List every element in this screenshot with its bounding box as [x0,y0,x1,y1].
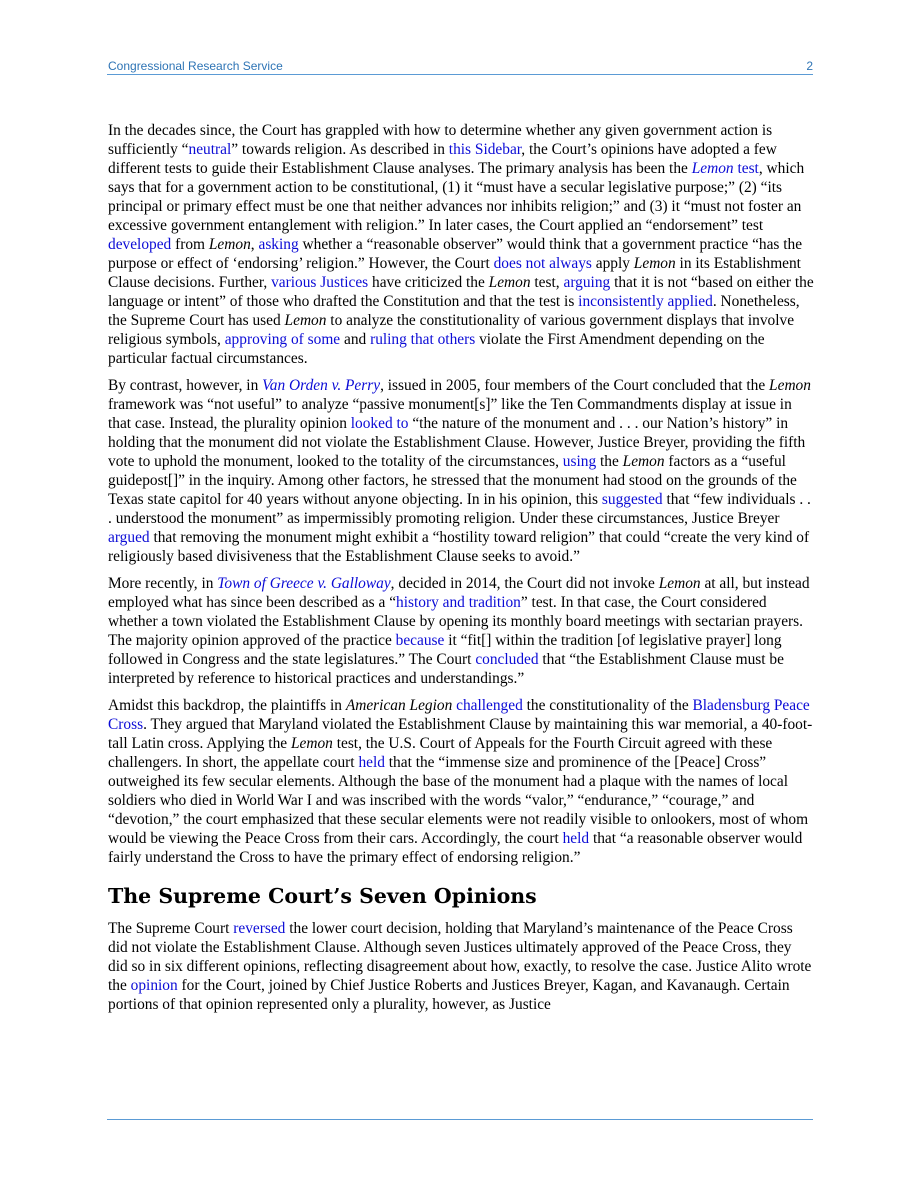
body-text [108,121,814,1022]
inline-link[interactable]: history and tradition [396,594,521,611]
inline-link[interactable]: asking [258,236,299,253]
inline-link[interactable]: challenged [456,697,523,714]
text-run: that it is not “based on either the language or intent” of those who drafted the Constitution and that the test is [108,274,814,310]
text-run: whether a “reasonable observer” would think that a government practice “has the purpose or effect of ‘endorsing’ religion.” However, the Court [108,236,803,272]
text-run: the [596,453,623,470]
footer-rule [107,1119,813,1120]
inline-link[interactable]: held [358,754,385,771]
text-run: that the “immense size and prominence of the [Peace] Cross” outweighed its few secular elements. Although the base of the monument had a plaque with the names of local soldiers who died in World War I and was inscribed with the words “valor,” “endurance,” “courage,” and “devotion,” the court emphasized that these secular elements were not readily visible to onlookers, most of whom would be viewing the Peace Cross from their cars. Accordingly, the court [108,754,809,847]
text-run: ” test. In that case, the Court considered whether a town violated the Establishment Clause by opening its monthly board meetings with sectarian prayers. The majority opinion approved of the practice [108,594,803,649]
text-run: the lower court decision, holding that Maryland’s maintenance of the Peace Cross did not violate the Establishment Clause. Although seven Justices ultimately approved of the Peace Cross, they did so in six different opinions, reflecting disagreement about how, exactly, to resolve the case. Justice Alito wrote the [108,920,812,994]
header-org: Congressional Research Service [108,59,283,73]
inline-link[interactable]: inconsistently applied [578,293,713,310]
inline-link[interactable]: does not always [493,255,592,272]
inline-link[interactable]: Bladensburg Peace Cross [108,697,810,733]
inline-link[interactable]: neutral [188,141,232,158]
text-run: “the nature of the monument and . . . our Nation’s history” in holding that the monument did not violate the Establishment Clause. However, Justice Breyer, providing the fifth vote to uphold the monument, looked to the totality of the circumstances, [108,415,806,470]
paragraph [108,574,814,688]
italic-text: Lemon [622,453,665,470]
inline-link[interactable]: approving of some [224,331,341,348]
italic-text: Lemon [284,312,327,329]
inline-link[interactable]: this Sidebar [448,141,522,158]
text-run: , [250,236,259,253]
paragraph [108,696,814,867]
inline-link[interactable]: various Justices [271,274,369,291]
italic-text: Lemon [658,575,701,592]
paragraphs [108,121,814,867]
inline-link[interactable]: arguing [563,274,611,291]
text-run: , issued in 2005, four members of the Court concluded that the [380,377,770,394]
inline-link[interactable]: concluded [475,651,539,668]
inline-link[interactable]: suggested [601,491,663,508]
inline-link[interactable]: reversed [233,920,286,937]
text-run: at all, but instead employed what has since been described as a “ [108,575,810,611]
italic-text: Lemon [290,735,333,752]
text-run: . They argued that Maryland violated the Establishment Clause by maintaining this war memorial, a 40-foot-tall Latin cross. Applying the [108,716,813,752]
inline-link[interactable]: test [733,160,759,177]
paragraph [108,121,814,368]
inline-link[interactable]: ruling that others [370,331,476,348]
inline-link[interactable]: held [562,830,590,847]
text-run: for the Court, joined by Chief Justice Roberts and Justices Breyer, Kagan, and Kavanaugh. Certain portions of that opinion represented only a plurality, however, as Justice [108,977,790,1013]
inline-link[interactable]: argued [108,529,150,546]
italic-text: Lemon [208,236,251,253]
inline-link[interactable]: developed [108,236,172,253]
inline-link[interactable]: opinion [130,977,178,994]
paragraph [108,376,814,566]
text-run: test, the U.S. Court of Appeals for the Fourth Circuit agreed with these challengers. In short, the appellate court [108,735,773,771]
text-run: The Supreme Court [108,920,234,937]
text-run: , the Court’s opinions have adopted a few different tests to guide their Establishment Clause analyses. The primary analysis has been the [108,141,777,177]
inline-link[interactable]: because [395,632,445,649]
text-run: that “a reasonable observer would fairly understand the Cross to have the primary effect of endorsing religion.” [108,830,803,866]
header-rule [107,74,813,75]
text-run: In the decades since, the Court has grappled with how to determine whether any given government action is sufficiently “ [108,122,773,158]
text-run: the constitutionality of the [522,697,693,714]
inline-link[interactable]: Town of Greece v. Galloway [217,575,391,592]
italic-text: Lemon [633,255,676,272]
text-run: By contrast, however, in [108,377,263,394]
italic-text: Lemon [769,377,811,394]
section-heading: The Supreme Court’s Seven Opinions [108,884,537,908]
text-run: have criticized the [368,274,489,291]
text-run: that “few individuals . . . understood the monument” as impermissibly promoting religion. Under these circumstances, Justice Breyer [108,491,811,527]
inline-link[interactable]: using [562,453,597,470]
text-run: violate the First Amendment depending on the particular factual circumstances. [108,331,765,367]
text-run: . Nonetheless, the Supreme Court has used [108,293,800,329]
text-run: test, [530,274,564,291]
text-run: that removing the monument might exhibit a “hostility toward religion” that could “create the very kind of religiously based divisiveness that the Establishment Clause seeks to avoid.” [108,529,810,565]
inline-link[interactable]: Van Orden v. Perry [262,377,381,394]
italic-text: Lemon [488,274,531,291]
text-run: More recently, in [108,575,218,592]
text-run: and [340,331,371,348]
paragraph [108,919,814,1014]
running-header [107,58,813,74]
text-run: apply [591,255,634,272]
text-run: , which says that for a government action to be constitutional, (1) it “must have a secular legislative purpose;” (2) “its principal or primary effect must be one that neither advances nor inhibits religion;” and (3) it “must not foster an excessive government entanglement with religion.” In later cases, the Court applied an “endorsement” test [108,160,805,234]
section-paragraphs [108,919,814,1014]
text-run: in its Establishment Clause decisions. Further, [108,255,801,291]
text-run: ” towards religion. As described in [231,141,449,158]
inline-link[interactable]: Lemon [691,160,734,177]
text-run: Amidst this backdrop, the plaintiffs in [108,697,346,714]
text-run: to analyze the constitutionality of various government displays that involve religious symbols, [108,312,795,348]
text-run: , decided in 2014, the Court did not invoke [390,575,659,592]
page-number: 2 [806,59,813,73]
text-run: it “fit[] within the tradition [of legislative prayer] long followed in Congress and the state legislatures.” The Court [108,632,782,668]
italic-text: American Legion [345,697,453,714]
text-run: framework was “not useful” to analyze “passive monument[s]” like the Ten Commandments display at issue in that case. Instead, the plurality opinion [108,396,792,432]
text-run: that “the Establishment Clause must be interpreted by reference to historical practices and understandings.” [108,651,784,687]
text-run: factors as a “useful guidepost[]” in the inquiry. Among other factors, he stressed that the monument had stood on the grounds of the Texas state capitol for 40 years without anyone objecting. In in his opinion, this [108,453,797,508]
text-run: from [171,236,209,253]
inline-link[interactable]: looked to [350,415,409,432]
